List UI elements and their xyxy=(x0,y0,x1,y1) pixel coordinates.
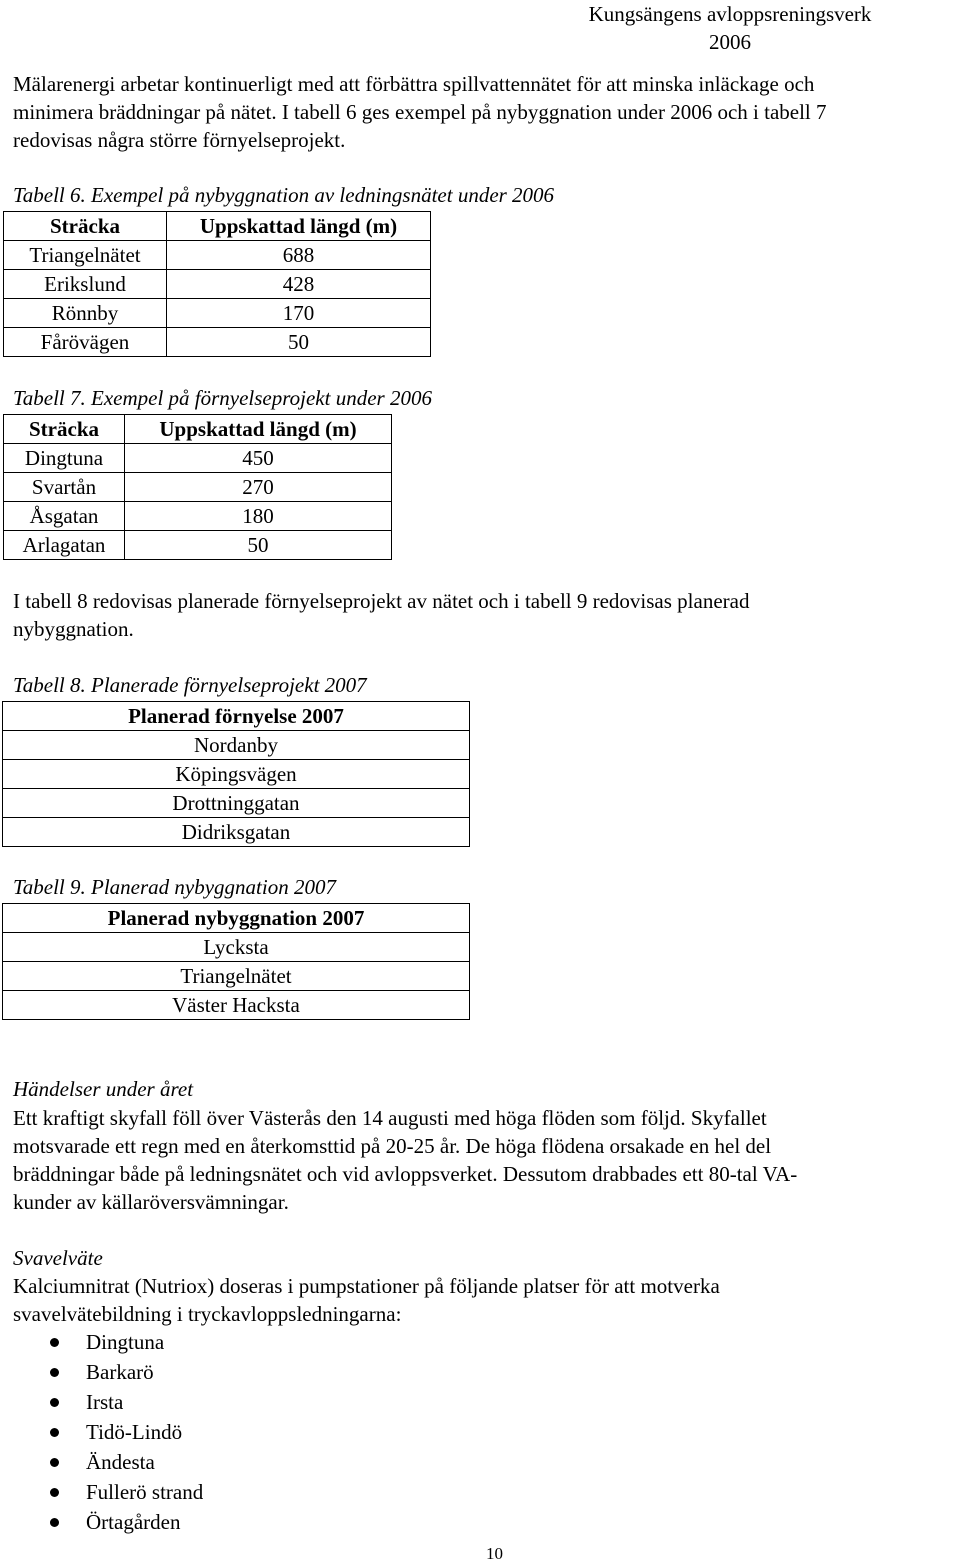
paragraph-line: bräddningar både på ledningsnätet och vid avloppsverket. Dessutom drabbades ett 80-tal VA- xyxy=(13,1162,798,1186)
bullet-icon xyxy=(50,1488,59,1497)
list-item-label: Ändesta xyxy=(86,1450,155,1474)
table-row xyxy=(4,328,431,357)
table6 xyxy=(3,211,431,357)
paragraph-line: svavelvätebildning i tryckavloppsledningarna: xyxy=(13,1302,402,1326)
paragraph-line: kunder av källaröversvämningar. xyxy=(13,1190,289,1214)
table-row xyxy=(4,241,431,270)
table-cell: Lycksta xyxy=(3,933,470,962)
column-header: Uppskattad längd (m) xyxy=(125,415,392,444)
table-row xyxy=(4,444,392,473)
paragraph-line: Kalciumnitrat (Nutriox) doseras i pumpstationer på följande platser för att motverka xyxy=(13,1274,720,1298)
bullet-icon xyxy=(50,1338,59,1347)
table-row xyxy=(4,270,431,299)
table9 xyxy=(2,903,470,1020)
paragraph-line: I tabell 8 redovisas planerade förnyelseprojekt av nätet och i tabell 9 redovisas planerad xyxy=(13,589,750,613)
table-cell: 180 xyxy=(125,502,392,531)
intro-line: redovisas några större förnyelseprojekt. xyxy=(13,128,346,152)
table-header-row xyxy=(3,702,470,731)
table-cell: Dingtuna xyxy=(4,444,125,473)
list-item-label: Barkarö xyxy=(86,1360,154,1384)
table-cell: 450 xyxy=(125,444,392,473)
column-header: Sträcka xyxy=(4,415,125,444)
events-heading: Händelser under året xyxy=(13,1077,194,1101)
column-header: Planerad nybyggnation 2007 xyxy=(3,904,470,933)
table-row xyxy=(3,760,470,789)
table-row xyxy=(3,818,470,847)
sulfide-heading: Svavelväte xyxy=(13,1246,103,1270)
document-header xyxy=(500,0,960,56)
table-cell: Didriksgatan xyxy=(3,818,470,847)
column-header: Planerad förnyelse 2007 xyxy=(3,702,470,731)
table-cell: 50 xyxy=(167,328,431,357)
table-cell: Nordanby xyxy=(3,731,470,760)
list-item-label: Örtagården xyxy=(86,1510,181,1534)
bullet-icon xyxy=(50,1398,59,1407)
table-cell: 688 xyxy=(167,241,431,270)
paragraph-line: motsvarade ett regn med en återkomsttid på 20-25 år. De höga flödena orsakade en hel del xyxy=(13,1134,772,1158)
table-cell: Erikslund xyxy=(4,270,167,299)
table9-caption: Tabell 9. Planerad nybyggnation 2007 xyxy=(13,875,336,899)
table-cell: 270 xyxy=(125,473,392,502)
table-row xyxy=(4,531,392,560)
list-item-label: Fullerö strand xyxy=(86,1480,204,1504)
table-cell: Svartån xyxy=(4,473,125,502)
list-item-label: Dingtuna xyxy=(86,1330,165,1354)
table-cell: Väster Hacksta xyxy=(3,991,470,1020)
bullet-icon xyxy=(50,1428,59,1437)
table-row xyxy=(3,789,470,818)
table7-caption: Tabell 7. Exempel på förnyelseprojekt under 2006 xyxy=(13,386,432,410)
middle-paragraph xyxy=(13,587,943,643)
table-row xyxy=(3,933,470,962)
table-cell: Fårövägen xyxy=(4,328,167,357)
table-cell: 50 xyxy=(125,531,392,560)
table-cell: Köpingsvägen xyxy=(3,760,470,789)
table8-caption: Tabell 8. Planerade förnyelseprojekt 2007 xyxy=(13,673,367,697)
header-year: 2006 xyxy=(709,30,751,54)
table-header-row xyxy=(4,415,392,444)
table-row xyxy=(3,991,470,1020)
intro-line: minimera bräddningar på nätet. I tabell 6 ges exempel på nybyggnation under 2006 och i tabell 7 xyxy=(13,100,827,124)
sulfide-paragraph xyxy=(13,1272,943,1328)
table-row xyxy=(3,962,470,991)
table-cell: Arlagatan xyxy=(4,531,125,560)
table-row xyxy=(4,299,431,328)
list-item-label: Irsta xyxy=(86,1390,124,1414)
table-cell: Triangelnätet xyxy=(4,241,167,270)
paragraph-line: nybyggnation. xyxy=(13,617,134,641)
column-header: Sträcka xyxy=(4,212,167,241)
bullet-icon xyxy=(50,1518,59,1527)
events-paragraph xyxy=(13,1104,943,1216)
table-header-row xyxy=(4,212,431,241)
header-title: Kungsängens avloppsreningsverk xyxy=(588,2,872,26)
table-cell: 170 xyxy=(167,299,431,328)
table-cell: Rönnby xyxy=(4,299,167,328)
table-cell: Drottninggatan xyxy=(3,789,470,818)
table-row xyxy=(4,473,392,502)
bullet-icon xyxy=(50,1368,59,1377)
table6-caption: Tabell 6. Exempel på nybyggnation av ledningsnätet under 2006 xyxy=(13,183,555,207)
table-cell: 428 xyxy=(167,270,431,299)
page-number: 10 xyxy=(486,1544,503,1563)
table-cell: Triangelnätet xyxy=(3,962,470,991)
table7 xyxy=(3,414,392,560)
bullet-icon xyxy=(50,1458,59,1467)
table-row xyxy=(3,731,470,760)
table-row xyxy=(4,502,392,531)
column-header: Uppskattad längd (m) xyxy=(167,212,431,241)
list-item-label: Tidö-Lindö xyxy=(86,1420,183,1444)
intro-paragraph xyxy=(13,70,943,154)
intro-line: Mälarenergi arbetar kontinuerligt med att förbättra spillvattennätet för att minska inläckage och xyxy=(13,72,815,96)
table8 xyxy=(2,701,470,847)
table-header-row xyxy=(3,904,470,933)
table-cell: Åsgatan xyxy=(4,502,125,531)
paragraph-line: Ett kraftigt skyfall föll över Västerås den 14 augusti med höga flöden som följd. Skyfallet xyxy=(13,1106,767,1130)
